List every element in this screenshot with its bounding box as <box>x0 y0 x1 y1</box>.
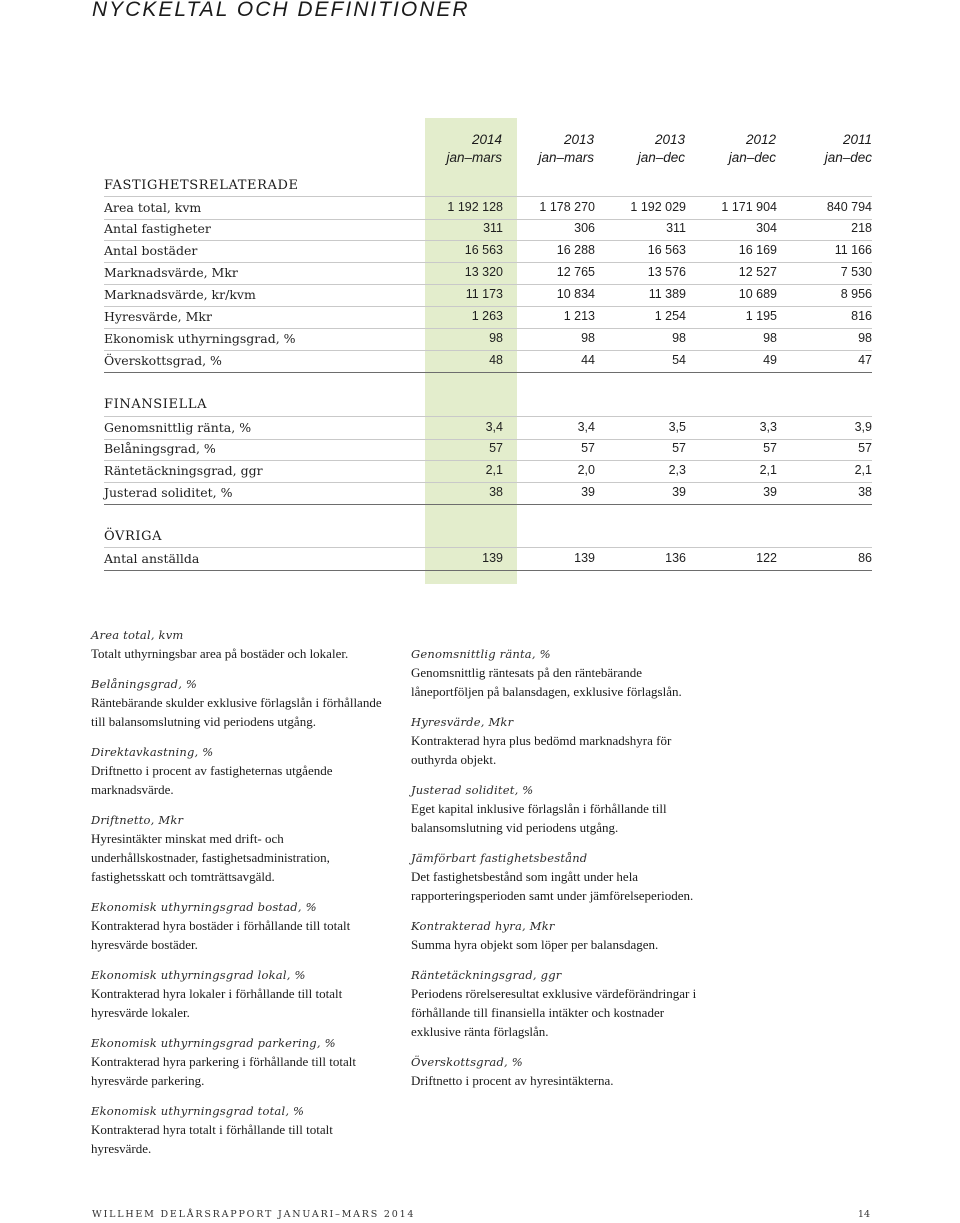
definition-item <box>91 899 391 954</box>
cell-value: 8 956 <box>840 287 872 301</box>
column-year: 2012 <box>745 132 776 147</box>
cell-value: 139 <box>574 551 595 565</box>
definition-item <box>411 967 711 1041</box>
cell-value: 840 794 <box>826 200 872 214</box>
page-footer <box>92 1209 870 1223</box>
definition-term: Ekonomisk uthyrningsgrad lokal, % <box>91 968 306 982</box>
page-number: 14 <box>857 1209 870 1220</box>
cell-value: 1 213 <box>563 309 595 323</box>
column-header <box>782 131 872 167</box>
row-label: Antal fastigheter <box>104 221 211 236</box>
cell-value: 39 <box>763 485 777 499</box>
cell-value: 47 <box>858 353 872 367</box>
row-label: Justerad soliditet, % <box>104 485 233 500</box>
cell-value: 39 <box>581 485 595 499</box>
cell-value: 2,1 <box>485 463 503 477</box>
definition-item <box>91 1035 391 1090</box>
table-row <box>104 240 872 263</box>
definition-term: Belåningsgrad, % <box>91 677 198 691</box>
cell-value: 12 527 <box>738 265 777 279</box>
cell-value: 218 <box>851 221 872 235</box>
row-label: Marknadsvärde, Mkr <box>104 265 238 280</box>
row-label: Hyresvärde, Mkr <box>104 309 212 324</box>
cell-value: 98 <box>672 331 686 345</box>
column-year: 2013 <box>654 132 685 147</box>
definition-item <box>411 646 711 701</box>
definition-item <box>411 850 711 905</box>
definition-text: Totalt uthyrningsbar area på bostäder och lokaler. <box>91 646 349 661</box>
cell-value: 2,3 <box>668 463 686 477</box>
definitions-left-column <box>91 627 391 1171</box>
cell-value: 1 192 029 <box>630 200 686 214</box>
cell-value: 10 689 <box>738 287 777 301</box>
cell-value: 816 <box>851 309 872 323</box>
cell-value: 57 <box>581 441 595 455</box>
cell-value: 57 <box>763 441 777 455</box>
column-year: 2011 <box>842 132 872 147</box>
table-row <box>104 262 872 285</box>
table-row <box>104 547 872 571</box>
definition-text: Hyresintäkter minskat med drift- och underhållskostnader, fastighetsadministration, fastighetsskatt och tomträttsavgäld. <box>91 831 330 884</box>
column-period: jan–mars <box>446 150 502 165</box>
definition-term: Genomsnittlig ränta, % <box>411 647 551 661</box>
definition-item <box>91 627 391 663</box>
cell-value: 98 <box>489 331 503 345</box>
row-label: Överskottsgrad, % <box>104 353 222 368</box>
cell-value: 57 <box>672 441 686 455</box>
cell-value: 311 <box>666 221 686 235</box>
row-label: Marknadsvärde, kr/kvm <box>104 287 256 302</box>
definition-term: Överskottsgrad, % <box>411 1055 523 1069</box>
cell-value: 2,0 <box>577 463 595 477</box>
table-row <box>104 196 872 220</box>
cell-value: 11 166 <box>834 243 872 257</box>
cell-value: 3,5 <box>668 420 686 434</box>
definition-term: Ekonomisk uthyrningsgrad bostad, % <box>91 900 317 914</box>
column-period: jan–dec <box>824 150 872 165</box>
cell-value: 13 576 <box>647 265 686 279</box>
definition-text: Kontrakterad hyra plus bedömd marknadshyra för outhyrda objekt. <box>411 733 672 767</box>
row-label: Genomsnittlig ränta, % <box>104 420 252 435</box>
definition-text: Genomsnittlig räntesats på den räntebärande låneportföljen på balansdagen, exklusive förlagslån. <box>411 665 682 699</box>
cell-value: 3,9 <box>854 420 872 434</box>
definition-text: Det fastighetsbestånd som ingått under hela rapporteringsperioden samt under jämförelseperioden. <box>411 869 694 903</box>
cell-value: 1 171 904 <box>721 200 777 214</box>
cell-value: 16 563 <box>647 243 686 257</box>
row-label: Belåningsgrad, % <box>104 441 216 456</box>
definition-text: Eget kapital inklusive förlagslån i förhållande till balansomslutning vid periodens utgång. <box>411 801 667 835</box>
definition-term: Direktavkastning, % <box>91 745 214 759</box>
column-header <box>504 131 594 167</box>
cell-value: 1 192 128 <box>447 200 503 214</box>
definition-term: Justerad soliditet, % <box>411 783 534 797</box>
cell-value: 139 <box>482 551 503 565</box>
column-header <box>595 131 685 167</box>
cell-value: 39 <box>672 485 686 499</box>
cell-value: 57 <box>489 441 503 455</box>
cell-value: 2,1 <box>854 463 872 477</box>
cell-value: 86 <box>858 551 872 565</box>
definition-text: Kontrakterad hyra totalt i förhållande till totalt hyresvärde. <box>91 1122 333 1156</box>
table-row <box>104 218 872 241</box>
table-row <box>104 482 872 505</box>
definition-term: Jämförbart fastighetsbestånd <box>411 851 588 865</box>
column-period: jan–dec <box>637 150 685 165</box>
definition-item <box>411 918 711 954</box>
cell-value: 11 389 <box>648 287 686 301</box>
column-year: 2014 <box>471 132 502 147</box>
cell-value: 2,1 <box>759 463 777 477</box>
row-label: Ekonomisk uthyrningsgrad, % <box>104 331 296 346</box>
cell-value: 16 169 <box>738 243 777 257</box>
row-label: Antal anställda <box>104 551 200 566</box>
cell-value: 49 <box>763 353 777 367</box>
definition-term: Ekonomisk uthyrningsgrad parkering, % <box>91 1036 336 1050</box>
cell-value: 1 195 <box>745 309 777 323</box>
definition-item <box>411 1054 711 1090</box>
cell-value: 122 <box>756 551 777 565</box>
cell-value: 1 178 270 <box>539 200 595 214</box>
cell-value: 311 <box>483 221 503 235</box>
cell-value: 98 <box>858 331 872 345</box>
definitions-right-column <box>411 646 711 1103</box>
column-header <box>686 131 776 167</box>
footer-report-title: WILLHEM DELÅRSRAPPORT JANUARI–MARS 2014 <box>92 1209 416 1220</box>
row-label: Antal bostäder <box>104 243 198 258</box>
definition-item <box>411 782 711 837</box>
definition-text: Driftnetto i procent av hyresintäkterna. <box>411 1073 614 1088</box>
cell-value: 1 254 <box>654 309 686 323</box>
section-title-ovriga: ÖVRIGA <box>104 529 163 544</box>
cell-value: 16 288 <box>556 243 595 257</box>
definition-item <box>91 744 391 799</box>
definition-term: Hyresvärde, Mkr <box>411 715 514 729</box>
definition-item <box>91 967 391 1022</box>
cell-value: 38 <box>489 485 503 499</box>
cell-value: 306 <box>574 221 595 235</box>
cell-value: 54 <box>672 353 686 367</box>
column-year: 2013 <box>563 132 594 147</box>
definition-term: Räntetäckningsgrad, ggr <box>411 968 562 982</box>
column-period: jan–mars <box>538 150 594 165</box>
table-row <box>104 328 872 351</box>
row-label: Räntetäckningsgrad, ggr <box>104 463 263 478</box>
table-row <box>104 460 872 483</box>
cell-value: 3,4 <box>485 420 503 434</box>
definition-item <box>91 676 391 731</box>
cell-value: 13 320 <box>464 265 503 279</box>
definition-item <box>91 1103 391 1158</box>
cell-value: 98 <box>581 331 595 345</box>
definition-term: Kontrakterad hyra, Mkr <box>411 919 555 933</box>
cell-value: 304 <box>756 221 777 235</box>
cell-value: 7 530 <box>840 265 872 279</box>
table-row <box>104 306 872 329</box>
cell-value: 44 <box>581 353 595 367</box>
table-row <box>104 438 872 461</box>
definition-item <box>91 812 391 886</box>
definition-text: Räntebärande skulder exklusive förlagslån i förhållande till balansomslutning vid periodens utgång. <box>91 695 382 729</box>
cell-value: 98 <box>763 331 777 345</box>
definition-text: Summa hyra objekt som löper per balansdagen. <box>411 937 659 952</box>
definition-text: Driftnetto i procent av fastigheternas utgående marknadsvärde. <box>91 763 333 797</box>
definition-term: Driftnetto, Mkr <box>91 813 184 827</box>
section-title-fastighetsrelaterade: FASTIGHETSRELATERADE <box>104 178 299 193</box>
cell-value: 10 834 <box>556 287 595 301</box>
definition-text: Kontrakterad hyra parkering i förhållande till totalt hyresvärde parkering. <box>91 1054 356 1088</box>
cell-value: 1 263 <box>471 309 503 323</box>
section-title-finansiella: FINANSIELLA <box>104 397 208 412</box>
definition-text: Kontrakterad hyra bostäder i förhållande till totalt hyresvärde bostäder. <box>91 918 351 952</box>
definition-term: Ekonomisk uthyrningsgrad total, % <box>91 1104 305 1118</box>
definition-term: Area total, kvm <box>91 628 184 642</box>
table-row <box>104 284 872 307</box>
column-period: jan–dec <box>728 150 776 165</box>
row-label: Area total, kvm <box>104 200 202 215</box>
table-row <box>104 416 872 440</box>
cell-value: 3,3 <box>759 420 777 434</box>
definition-text: Periodens rörelseresultat exklusive värdeförändringar i förhållande till finansiella intäkter och kostnader exklusive ränta förlagslån. <box>411 986 697 1039</box>
cell-value: 48 <box>489 353 503 367</box>
column-header <box>412 131 502 167</box>
cell-value: 12 765 <box>556 265 595 279</box>
cell-value: 16 563 <box>464 243 503 257</box>
cell-value: 11 173 <box>465 287 503 301</box>
definition-item <box>411 714 711 769</box>
cell-value: 38 <box>858 485 872 499</box>
cell-value: 3,4 <box>577 420 595 434</box>
cell-value: 57 <box>858 441 872 455</box>
table-row <box>104 350 872 373</box>
page-title: NYCKELTAL OCH DEFINITIONER <box>92 0 470 21</box>
definition-text: Kontrakterad hyra lokaler i förhållande till totalt hyresvärde lokaler. <box>91 986 343 1020</box>
cell-value: 136 <box>665 551 686 565</box>
